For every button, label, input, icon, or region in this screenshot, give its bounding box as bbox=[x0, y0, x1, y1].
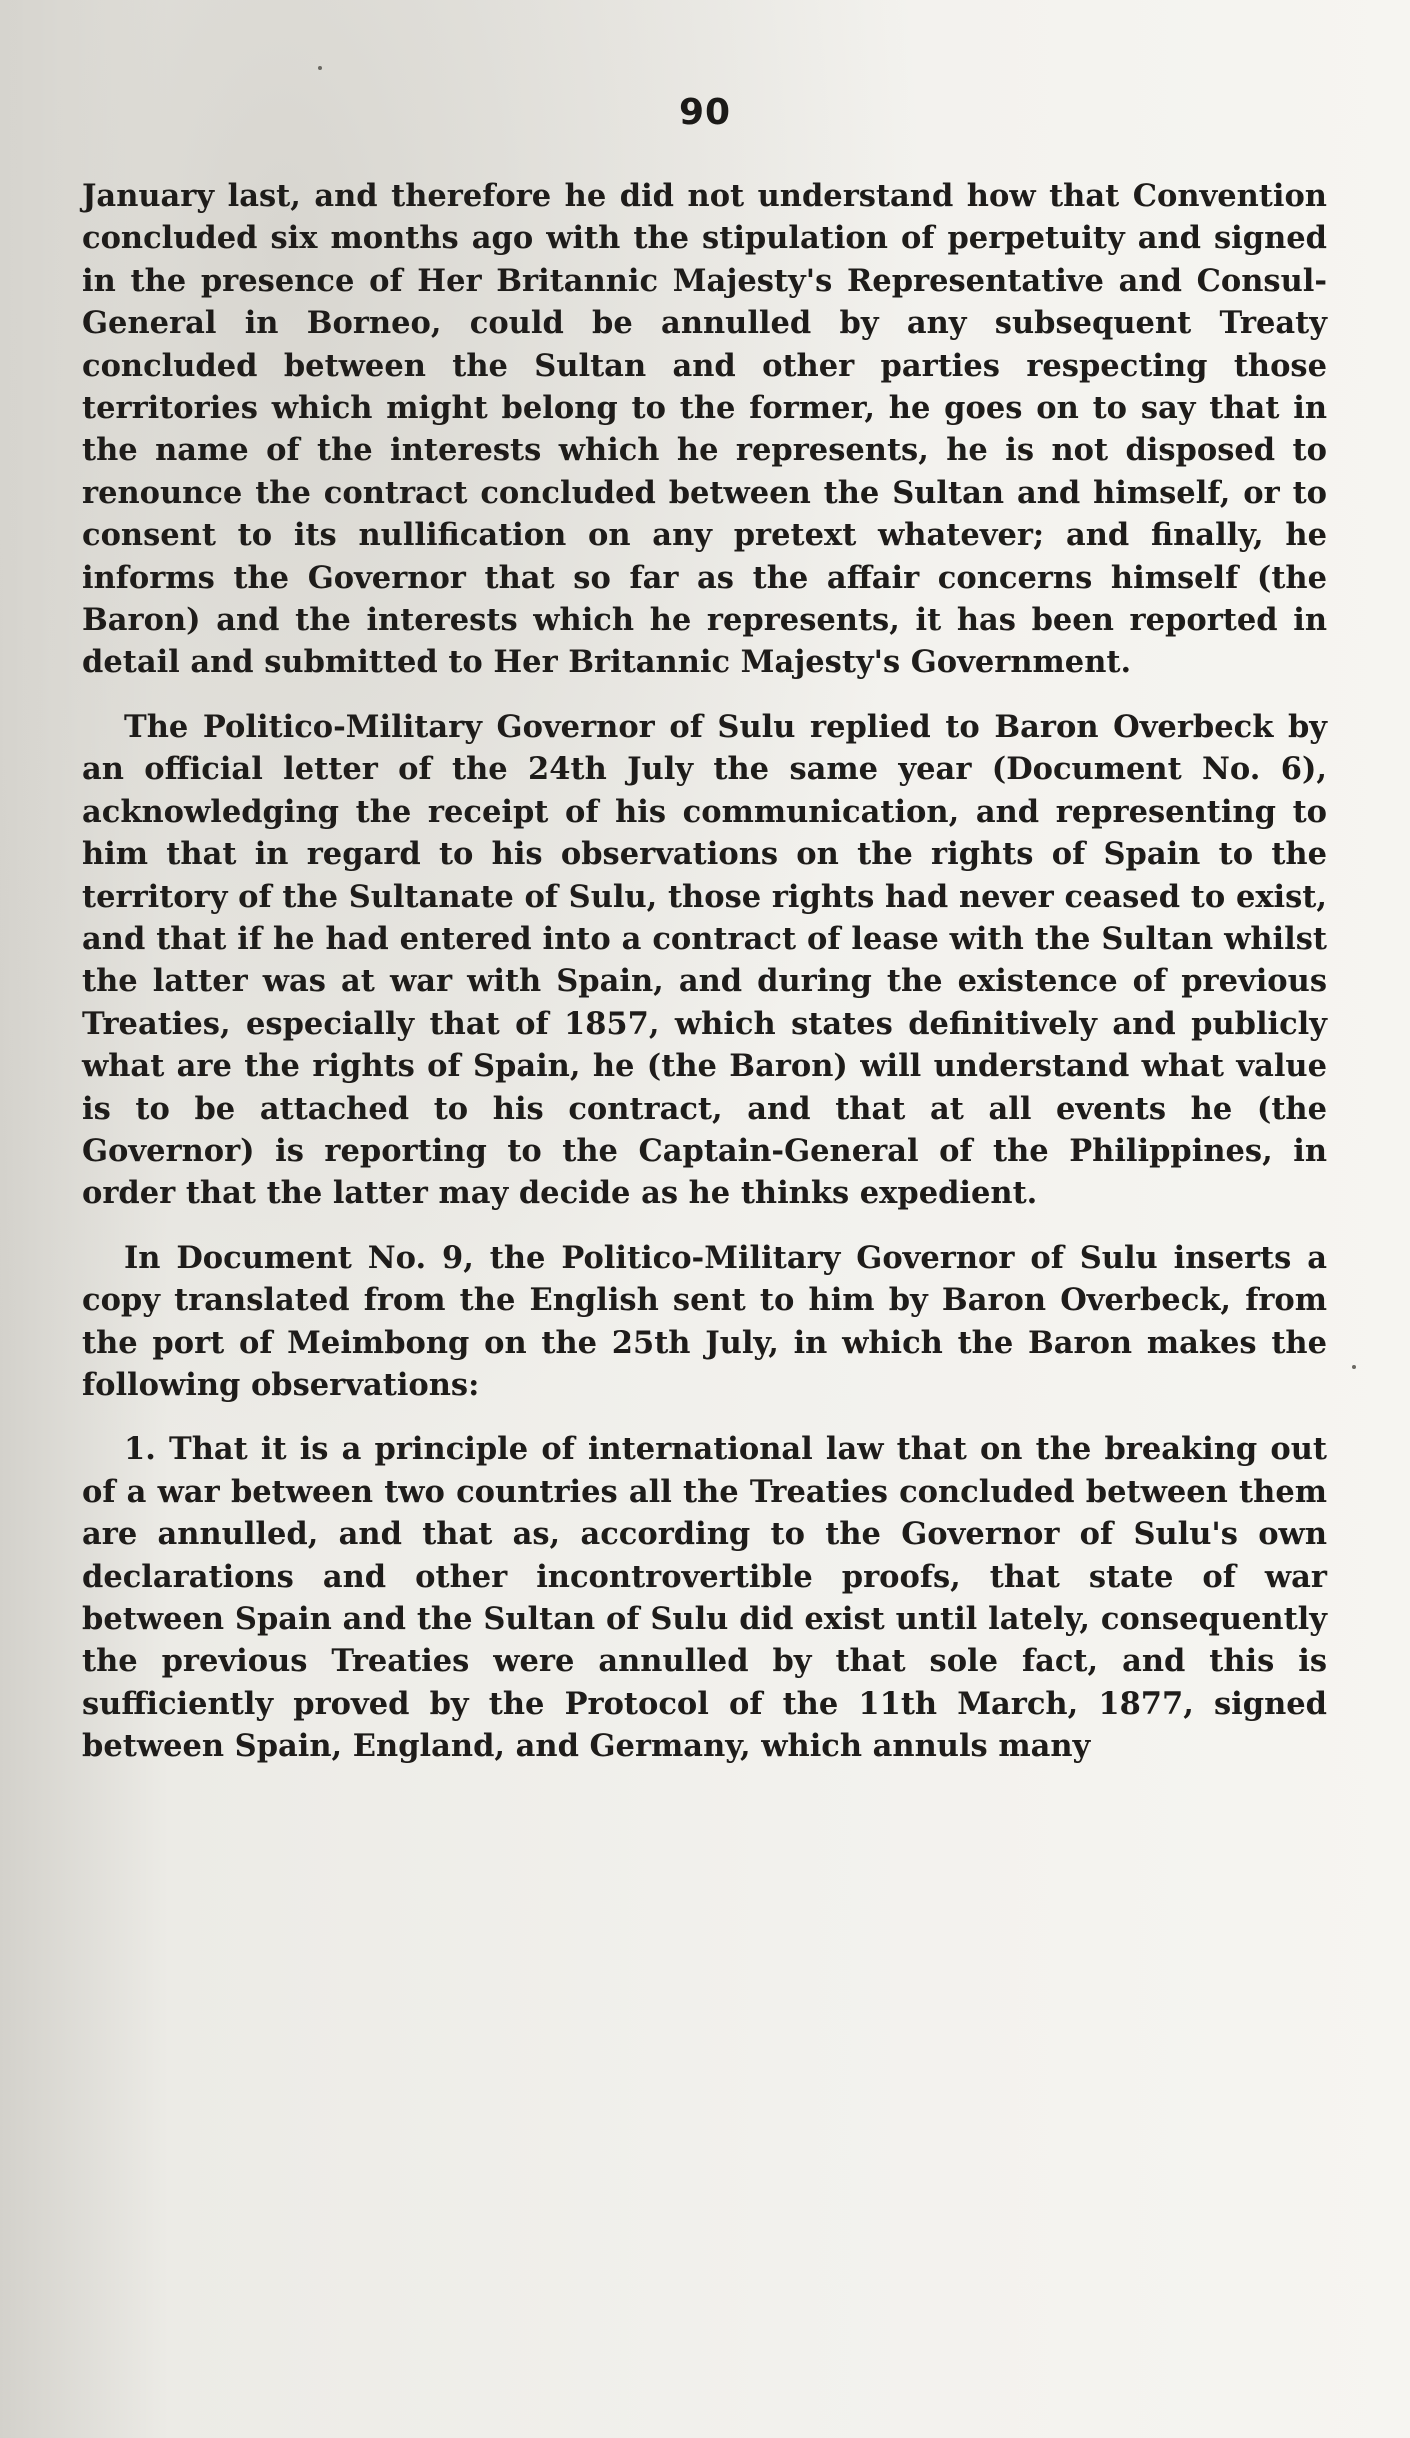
paragraph-1: January last, and therefore he did not understand how that Convention concluded six months ago with the stipulation of perpetuity and signed in the presence of Her Britannic Majesty's Representative and Consul-General in Borneo, could be annulled by any subsequent Treaty concluded between the Sultan and other parties respecting those territories which might belong to the former, he goes on to say that in the name of the interests which he represents, he is not disposed to renounce the contract concluded between the Sultan and himself, or to consent to its nullification on any pretext whatever; and finally, he informs the Governor that so far as the affair concerns himself (the Baron) and the interests which he represents, it has been reported in detail and submitted to Her Britannic Majesty's Government. bbox=[82, 178, 1327, 681]
paragraph-3: In Document No. 9, the Politico-Military Governor of Sulu inserts a copy translated from the English sent to him by Baron Overbeck, from the port of Meimbong on the 25th July, in which the Baron makes the following observations: bbox=[82, 1239, 1327, 1403]
paper-speck bbox=[318, 66, 322, 70]
paper-speck bbox=[1352, 1365, 1356, 1369]
body-text bbox=[82, 175, 1327, 1790]
paragraph-4: 1. That it is a principle of international law that on the breaking out of a war between two countries all the Treaties concluded between them are annulled, and that as, according to the Governor of Sulu's own declarations and other incontrovertible proofs, that state of war between Spain and the Sultan of Sulu did exist until lately, consequently the previous Treaties were annulled by that sole fact, and this is sufficiently proved by the Protocol of the 11th March, 1877, signed between Spain, England, and Germany, which annuls many bbox=[82, 1431, 1327, 1765]
paragraph-2: The Politico-Military Governor of Sulu replied to Baron Overbeck by an official letter of the 24th July the same year (Document No. 6), acknowledging the receipt of his communication, and representing to him that in regard to his observations on the rights of Spain to the territory of the Sultanate of Sulu, those rights had never ceased to exist, and that if he had entered into a contract of lease with the Sultan whilst the latter was at war with Spain, and during the existence of previous Treaties, especially that of 1857, which states definitively and publicly what are the rights of Spain, he (the Baron) will understand what value is to be attached to his contract, and that at all events he (the Governor) is reporting to the Captain-General of the Philippines, in order that the latter may decide as he thinks expedient. bbox=[82, 708, 1327, 1212]
page-number: 90 bbox=[678, 92, 732, 133]
